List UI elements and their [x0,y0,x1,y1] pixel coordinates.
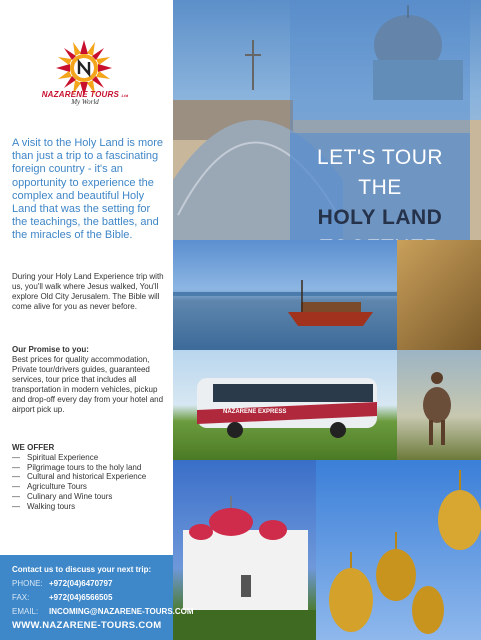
email-label: EMAIL: [12,607,39,616]
camel-photo [397,350,481,460]
email-row [12,607,194,616]
left-column [0,0,173,555]
bus-illustration [173,350,397,460]
list-item: — Spiritual Experience [12,452,99,462]
fax-row [12,593,113,602]
camel-illustration [397,350,481,460]
bus-sign: NAZARENE EXPRESS [223,409,287,415]
brand-tagline: My World [71,98,99,106]
brand-name: NAZARENE TOURS Ltd [41,90,129,99]
lamp-photo [397,240,481,350]
headline-overlay-top [290,0,470,133]
intro-paragraph: A visit to the Holy Land is more than just a trip to a fascinating foreign country - it's an opportunity to experience the complex and beautiful Holy Land that was the setting for the teachings, the battles, and the miracles of the Bible. [12,137,164,242]
offer-list [12,453,167,512]
list-item: — Walking tours [12,501,76,511]
list-item: — Cultural and historical Experience [12,472,147,482]
list-item: — Agriculture Tours [12,482,87,492]
experience-paragraph: During your Holy Land Experience trip with us, you'll walk where Jesus walked, You'll explore Old City Jerusalem. The Bible will come alive for you as never before. [12,272,164,311]
headline-line-1: LET'S TOUR [316,146,444,169]
phone-label: PHONE: [12,579,43,588]
boat-illustration [173,240,397,350]
bus-photo [173,350,397,460]
offer-title: WE OFFER [12,443,55,452]
promise-text: Best prices for quality accommodation, Private tour/drivers guides, guaranteed services, tour price that includes all transportation in modern vehicles, pickup and drop-off every day from your hotel and airport pick up. [12,355,164,414]
headline-line-3: HOLY LAND [317,206,443,229]
phone-number[interactable]: +972(04)6470797 [49,579,113,588]
list-item: — Culinary and Wine tours [12,491,113,501]
promise-section [12,345,167,415]
promise-title: Our Promise to you: [12,345,89,354]
phone-row [12,579,113,588]
contact-title: Contact us to discuss your next trip: [12,565,152,574]
boat-photo [173,240,397,350]
offer-section [12,443,167,512]
website-link[interactable]: WWW.NAZARENE-TOURS.COM [12,620,162,631]
fax-number: +972(04)6566505 [49,593,113,602]
headline-line-2: THE [358,176,402,199]
fax-label: FAX: [12,593,30,602]
list-item: — Pilgrimage tours to the holy land [12,462,142,472]
email-address[interactable]: INCOMING@NAZARENE-TOURS.COM [49,607,194,616]
